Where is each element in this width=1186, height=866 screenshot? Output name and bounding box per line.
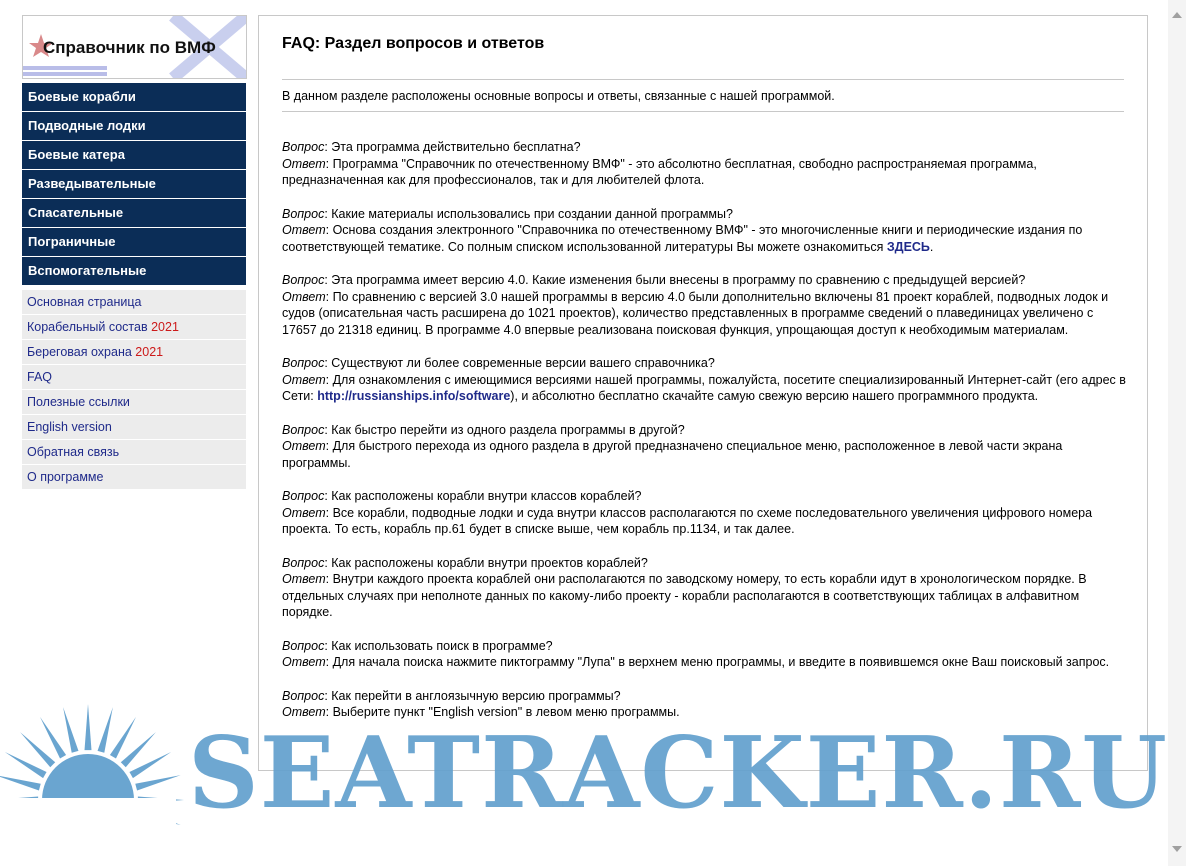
faq-answer: [282, 289, 1127, 339]
answer-label: Ответ: [282, 372, 326, 387]
sun-ray: [63, 707, 78, 752]
nav-item-combat-ships[interactable]: Боевые корабли: [22, 83, 246, 111]
sun-ray: [121, 833, 156, 866]
sun-ray: [5, 752, 47, 778]
sun-ray: [129, 822, 171, 848]
faq-question: [282, 355, 1127, 372]
question-text: : Как расположены корабли внутри классов кораблей?: [324, 489, 642, 503]
logo-text: Справочник по ВМФ: [43, 38, 216, 57]
divider: [282, 111, 1124, 112]
answer-tail: .: [929, 239, 934, 254]
answer-label: Ответ: [282, 655, 326, 669]
sun-ray: [135, 775, 180, 790]
faq-answer: [282, 222, 1127, 255]
nav-link-year: 2021: [151, 320, 179, 334]
faq-item: [282, 272, 1127, 338]
nav-link-year: 2021: [135, 345, 164, 359]
faq-item: [282, 555, 1127, 621]
sun-ray: [40, 841, 66, 866]
scrollbar[interactable]: [1168, 0, 1186, 866]
faq-question: [282, 688, 1127, 705]
nav-item-combat-boats[interactable]: Боевые катера: [22, 141, 246, 169]
question-label: Вопрос: [282, 422, 325, 437]
sun-ray: [138, 797, 184, 804]
nav-link-label: Основная страница: [27, 295, 142, 309]
question-label: Вопрос: [282, 206, 325, 221]
sun-ray: [85, 850, 92, 866]
sun-ray: [135, 810, 180, 825]
faq-item: [282, 422, 1127, 472]
logo-stripe: [23, 72, 107, 76]
nav-link-useful-links[interactable]: [22, 390, 246, 414]
question-text: : Какие материалы использовались при создании данной программы?: [324, 206, 733, 221]
sun-ray: [85, 704, 92, 750]
sun-ray: [0, 797, 38, 804]
answer-label: Ответ: [282, 289, 326, 304]
sun-ray: [40, 717, 66, 759]
question-text: : Эта программа имеет версию 4.0. Какие изменения были внесены в программу по сравнению с предыдущей версией?: [324, 273, 1026, 287]
answer-label: Ответ: [282, 572, 326, 586]
nav-item-auxiliary[interactable]: Вспомогательные: [22, 257, 246, 285]
faq-item: [282, 355, 1127, 405]
page-title: FAQ: Раздел вопросов и ответов: [282, 35, 545, 52]
scroll-up-arrow-icon[interactable]: [1172, 12, 1182, 18]
sun-ray: [98, 707, 113, 752]
nav-link-label: Полезные ссылки: [27, 395, 130, 409]
question-text: : Как перейти в англоязычную версию программы?: [324, 688, 621, 703]
nav-link-label: Корабельный состав: [27, 320, 152, 334]
divider: [282, 79, 1124, 80]
answer-tail: ), и абсолютно бесплатно скачайте самую свежую версию нашего программного продукта.: [510, 389, 1039, 403]
faq-question: [282, 206, 1127, 223]
sun-icon: [0, 704, 184, 866]
nav-link-label: FAQ: [27, 370, 53, 384]
faq-question: [282, 272, 1127, 289]
watermark-text: SEATRACKER.RU: [188, 716, 1168, 831]
question-label: Вопрос: [282, 273, 325, 287]
faq-answer: [282, 654, 1127, 671]
sidebar-nav: [22, 83, 246, 490]
software-link[interactable]: http://russianships.info/software: [317, 389, 511, 403]
sun-ray: [110, 841, 136, 866]
question-label: Вопрос: [282, 356, 325, 370]
question-text: : Как расположены корабли внутри проектов кораблей?: [324, 555, 648, 570]
nav-link-label: English version: [27, 420, 112, 434]
faq-item: [282, 488, 1127, 538]
literature-link[interactable]: ЗДЕСЬ: [886, 239, 930, 254]
faq-item: [282, 638, 1127, 671]
nav-link-about[interactable]: [22, 465, 246, 489]
answer-text: : По сравнению с версией 3.0 нашей программы в версию 4.0 были дополнительно включены 81 проект кораблей, подводных лодок и судов (описательная часть расширена до 1021 проектов), количество представленных в программе сведений о плавединицах увеличено с 17657 до 21318 единиц. В программе 4.0 впервые реализована поисковая функция, упрощающая доступ к необходимым материалам.: [282, 289, 1109, 337]
nav-link-feedback[interactable]: [22, 440, 246, 464]
sun-ray: [98, 847, 113, 866]
faq-answer: [282, 156, 1127, 189]
content-panel: [258, 15, 1148, 771]
nav-link-label: О программе: [27, 470, 104, 484]
question-label: Вопрос: [282, 140, 325, 154]
logo-stripe: [23, 66, 107, 70]
faq-answer: [282, 571, 1127, 621]
nav-item-reconnaissance[interactable]: Разведывательные: [22, 170, 246, 198]
sun-ray: [20, 732, 55, 767]
app-logo: [22, 15, 247, 79]
sun-ray: [121, 732, 156, 767]
faq-answer: [282, 704, 1127, 721]
sun-ray: [110, 717, 136, 759]
nav-link-fleet-composition[interactable]: [22, 315, 246, 339]
faq-item: [282, 206, 1127, 256]
sun-ray: [0, 810, 41, 825]
answer-label: Ответ: [282, 223, 326, 237]
nav-link-faq[interactable]: [22, 365, 246, 389]
nav-link-label: Обратная связь: [27, 445, 120, 459]
sun-ray: [129, 752, 171, 778]
faq-question: [282, 638, 1127, 655]
faq-answer: [282, 438, 1127, 471]
intro-text: В данном разделе расположены основные вопросы и ответы, связанные с нашей программой.: [282, 89, 835, 103]
question-label: Вопрос: [282, 688, 325, 703]
nav-link-main-page[interactable]: [22, 290, 246, 314]
sun-ray: [0, 775, 41, 790]
answer-label: Ответ: [282, 705, 326, 719]
faq-question: [282, 555, 1127, 572]
nav-item-rescue[interactable]: Спасательные: [22, 199, 246, 227]
nav-item-submarines[interactable]: Подводные лодки: [22, 112, 246, 140]
faq-item: [282, 139, 1127, 189]
answer-label: Ответ: [282, 439, 326, 453]
answer-text: : Выберите пункт "English version" в левом меню программы.: [325, 705, 680, 719]
answer-label: Ответ: [282, 505, 326, 520]
faq-answer: [282, 372, 1127, 405]
nav-link-english-version[interactable]: [22, 415, 246, 439]
sun-ray: [20, 833, 55, 866]
nav-link-coast-guard[interactable]: [22, 340, 246, 364]
answer-text: : Программа "Справочник по отечественному ВМФ" - это абсолютно бесплатная, свободно распространяемая программа, предназначенная как для профессионалов, так и для любителей флота.: [282, 156, 1037, 187]
question-text: : Эта программа действительно бесплатна?: [324, 140, 581, 154]
nav-item-border[interactable]: Пограничные: [22, 228, 246, 256]
faq-answer: [282, 505, 1127, 538]
sun-ray: [63, 847, 78, 866]
faq-question: [282, 139, 1127, 156]
answer-text: : Внутри каждого проекта кораблей они располагаются по заводскому номеру, то есть корабли идут в хронологическом порядке. В отдельных случаях при неполноте данных по какому-либо проекту - корабли располагаются в соответствующих таблицах в алфавитном порядке.: [282, 572, 1087, 619]
answer-text: : Для начала поиска нажмите пиктограмму "Лупа" в верхнем меню программы, и введите в появившемся окне Ваш поисковый запрос.: [325, 655, 1110, 669]
question-text: : Как использовать поиск в программе?: [324, 638, 553, 653]
question-label: Вопрос: [282, 555, 325, 570]
answer-text: : Для ознакомления с имеющимися версиями нашей программы, пожалуйста, посетите специализированный Интернет-сайт (его адрес в Сети:: [282, 372, 1126, 403]
faq-question: [282, 488, 1127, 505]
nav-link-label: Береговая охрана: [27, 345, 136, 359]
sun-ray: [5, 822, 47, 848]
faq-item: [282, 688, 1127, 721]
answer-text: : Для быстрого перехода из одного раздела в другой предназначено специальное меню, расположенное в левой части экрана программы.: [282, 439, 1063, 470]
question-text: : Как быстро перейти из одного раздела программы в другой?: [324, 422, 685, 437]
scroll-down-arrow-icon[interactable]: [1172, 846, 1182, 852]
faq-question: [282, 422, 1127, 439]
answer-text: : Все корабли, подводные лодки и суда внутри классов располагаются по схеме последовательного увеличения цифрового номера проекта. То есть, корабль пр.61 будет в списке выше, чем корабль пр.1134, и так далее.: [282, 505, 1093, 536]
answer-text: : Основа создания электронного "Справочника по отечественному ВМФ" - это многочисленные книги и периодические издания по соответствующей тематике. Со полным списком использованной литературы Вы можете ознакомиться: [282, 223, 1083, 254]
question-text: : Существуют ли более современные версии вашего справочника?: [324, 356, 715, 370]
faq-list: [282, 139, 1127, 738]
question-label: Вопрос: [282, 638, 325, 653]
question-label: Вопрос: [282, 489, 325, 503]
answer-label: Ответ: [282, 156, 326, 171]
